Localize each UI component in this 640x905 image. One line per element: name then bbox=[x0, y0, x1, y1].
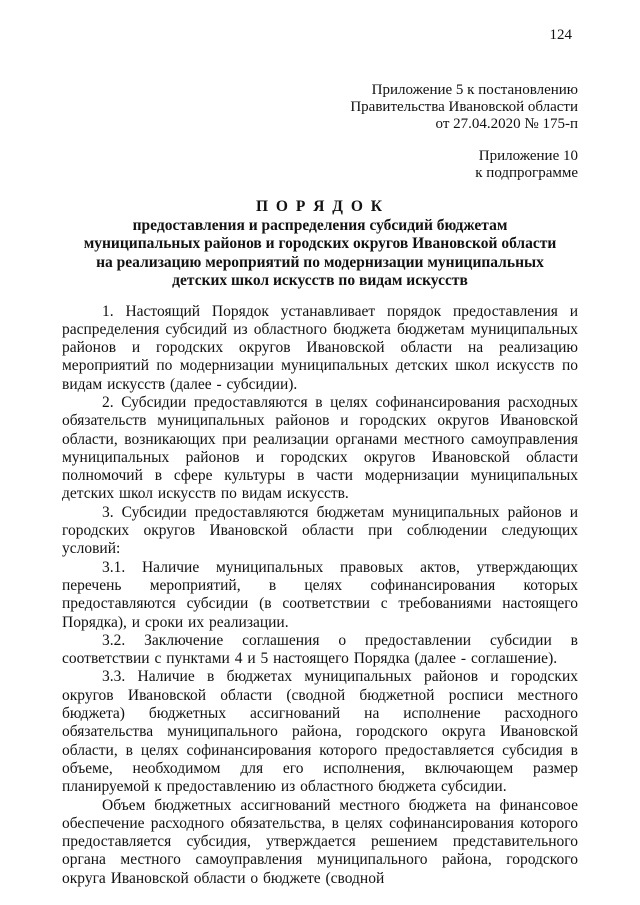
appendix-reference-line: Правительства Ивановской области bbox=[350, 99, 578, 115]
page-number: 124 bbox=[549, 27, 572, 43]
appendix-reference-line: Приложение 5 к постановлению bbox=[371, 82, 578, 98]
document-subtitle-line: предоставления и распределения субсидий бюджетам bbox=[132, 216, 508, 234]
paragraph-1: 1. Настоящий Порядок устанавливает порядок предоставления и распределения субсидий из областного бюджета бюджетам муниципальных районов и городских округов Ивановской области на реализацию мероприятий по модернизации муниципальных детских школ искусств по видам искусств (далее - субсидии). bbox=[62, 302, 578, 393]
paragraph-budget-volume: Объем бюджетных ассигнований местного бюджета на финансовое обеспечение расходного обязательства, в целях софинансирования которого предоставляется субсидия, утверждается решением представительного органа местного самоуправления муниципального района, городского округа Ивановской области о бюджете (сводной bbox=[62, 796, 578, 887]
paragraph-3-3: 3.3. Наличие в бюджетах муниципальных районов и городских округов Ивановской области (сводной бюджетной росписи местного бюджета) бюджетных ассигнований на исполнение расходного обязательства муниципального района, городского округа Ивановской области, в целях софинансирования которого предоставляется субсидия в объеме, необходимом для его исполнения, включающем размер планируемой к предоставлению из областного бюджета субсидии. bbox=[62, 668, 578, 796]
document-body bbox=[62, 303, 578, 889]
document-subtitle-line: на реализацию мероприятий по модернизации муниципальных bbox=[96, 253, 544, 271]
subprogram-reference-line: к подпрограмме bbox=[475, 165, 578, 181]
document-title: П О Р Я Д О К bbox=[256, 198, 384, 215]
document-subtitle-line: муниципальных районов и городских округов Ивановской области bbox=[83, 235, 557, 252]
appendix-reference-line: от 27.04.2020 № 175-п bbox=[435, 116, 578, 132]
appendix-reference bbox=[62, 82, 578, 133]
paragraph-3-1: 3.1. Наличие муниципальных правовых актов, утверждающих перечень мероприятий, в целях софинансирования которых предоставляются субсидии (в соответствии с требованиями настоящего Порядка), и сроки их реализации. bbox=[62, 558, 578, 631]
paragraph-3-2: 3.2. Заключение соглашения о предоставлении субсидии в соответствии с пунктами 4 и 5 настоящего Порядка (далее - соглашение). bbox=[62, 631, 578, 668]
paragraph-2: 2. Субсидии предоставляются в целях софинансирования расходных обязательств муниципальных районов и городских округов Ивановской области, возникающих при реализации органами местного самоуправления муниципальных районов и городских округов Ивановской области полномочий в сфере культуры в части модернизации муниципальных детских школ искусств по видам искусств. bbox=[62, 393, 578, 503]
subprogram-reference bbox=[62, 148, 578, 182]
document-subtitle-line: детских школ искусств по видам искусств bbox=[172, 272, 468, 289]
document-title-block bbox=[62, 198, 578, 291]
paragraph-3: 3. Субсидии предоставляются бюджетам муниципальных районов и городских округов Ивановской области при соблюдении следующих условий: bbox=[62, 503, 578, 558]
subprogram-reference-line: Приложение 10 bbox=[478, 148, 578, 164]
